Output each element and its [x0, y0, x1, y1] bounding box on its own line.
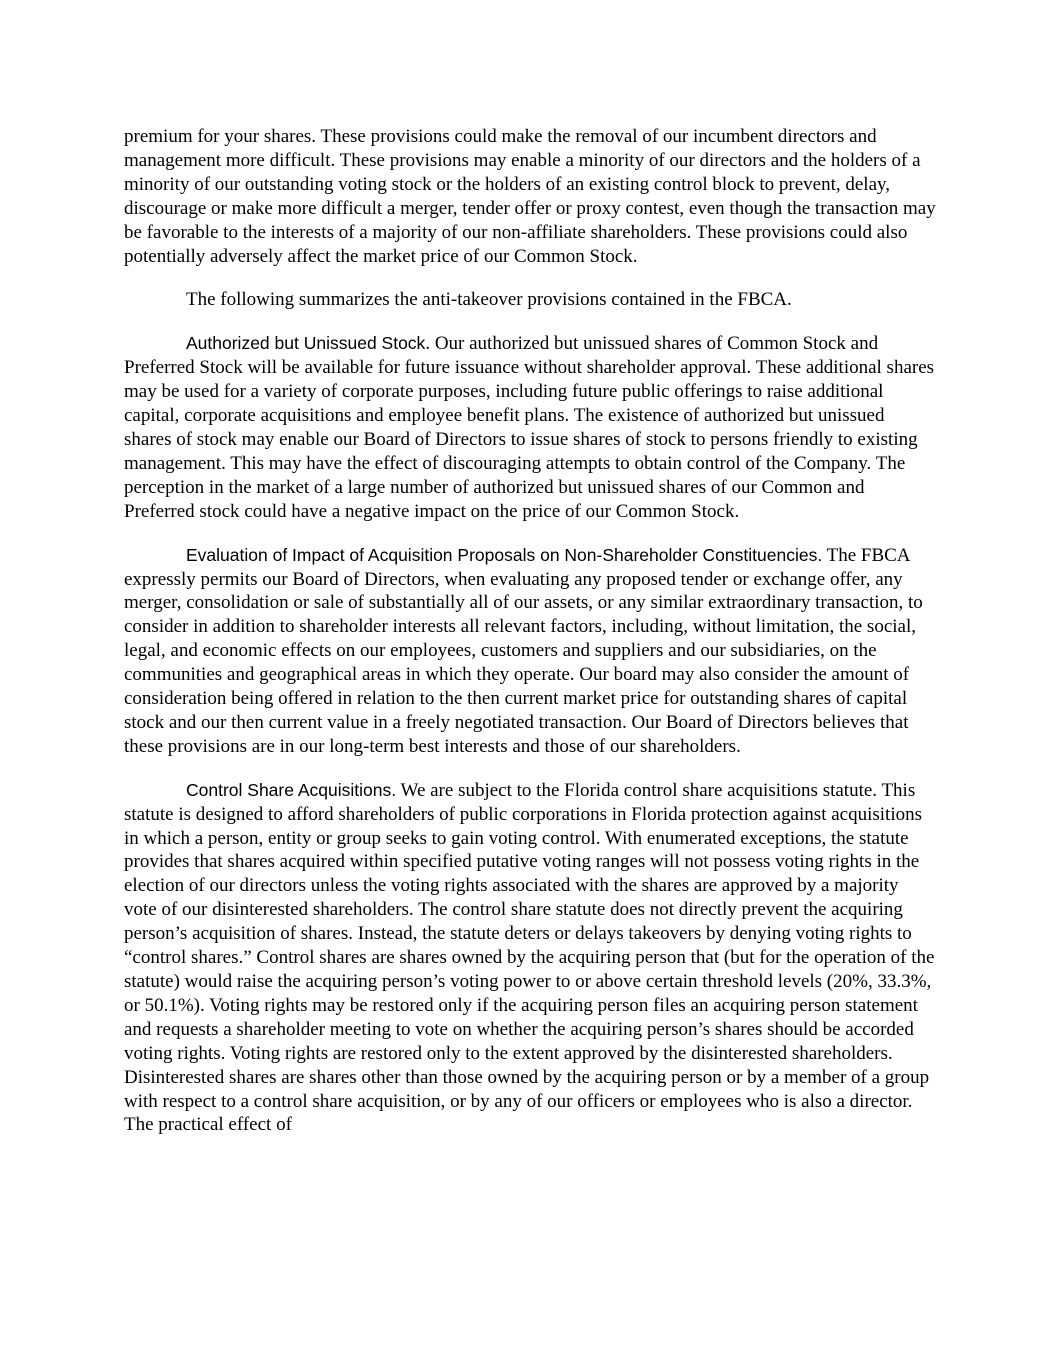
document-page: [124, 125, 936, 1157]
paragraph-control-share: [124, 779, 936, 1138]
subheading-authorized-stock: Authorized but Unissued Stock: [186, 333, 426, 354]
paragraph-non-shareholder-constituencies-body: The FBCA expressly permits our Board of Directors, when evaluating any proposed tender or exchange offer, any merger, consolidation or sale of substantially all of our assets, or any similar extraordinary transaction, to consider in addition to shareholder interests all relevant factors, including, without limitation, the social, legal, and economic effects on our employees, customers and suppliers and our subsidiaries, on the communities and geographical areas in which they operate. Our board may also consider the amount of consideration being offered in relation to the then current market price for outstanding shares of capital stock and our then current value in a freely negotiated transaction. Our Board of Directors believes that these provisions are in our long-term best interests and those of our shareholders.: [124, 544, 923, 757]
paragraph-summary-intro: The following summarizes the anti-takeover provisions contained in the FBCA.: [186, 289, 792, 311]
paragraph-non-shareholder-constituencies: [124, 544, 936, 759]
paragraph-control-share-body: We are subject to the Florida control share acquisitions statute. This statute is designed to afford shareholders of public corporations in Florida protection against acquisitions in which a person, entity or group seeks to gain voting control. With enumerated exceptions, the statute provides that shares acquired within specified putative voting ranges will not possess voting rights in the election of our directors unless the voting rights associated with the shares are approved by a majority vote of our disinterested shareholders. The control share statute does not directly prevent the acquiring person’s acquisition of shares. Instead, the statute deters or delays takeovers by denying voting rights to “control shares.” Control shares are shares owned by the acquiring person that (but for the operation of the statute) would raise the acquiring person’s voting power to or above certain threshold levels (20%, 33.3%, or 50.1%). Voting rights may be restored only if the acquiring person files an acquiring person statement and requests a shareholder meeting to vote on whether the acquiring person’s shares should be accorded voting rights. Voting rights are restored only to the extent approved by the disinterested shareholders. Disinterested shares are shares other than those owned by the acquiring person or by a member of a group with respect to a control share acquisition, or by any of our officers or employees who is also a director. The practical effect of: [124, 779, 935, 1136]
paragraph-premium: premium for your shares. These provisions could make the removal of our incumbent directors and management more difficult. These provisions may enable a minority of our directors and the holders of a minority of our outstanding voting stock or the holders of an existing control block to prevent, delay, discourage or make more difficult a merger, tender offer or proxy contest, even though the transaction may be favorable to the interests of a majority of our non-affiliate shareholders. These provisions could also potentially adversely affect the market price of our Common Stock.: [124, 126, 936, 267]
subheading-non-shareholder-constituencies: Evaluation of Impact of Acquisition Proposals on Non-Shareholder Constituencies.: [186, 544, 823, 565]
paragraph-authorized-stock: [124, 332, 936, 523]
paragraph-authorized-stock-body: . Our authorized but unissued shares of Common Stock and Preferred Stock will be available for future issuance without shareholder approval. These additional shares may be used for a variety of corporate purposes, including future public offerings to raise additional capital, corporate acquisitions and employee benefit plans. The existence of authorized but unissued shares of stock may enable our Board of Directors to issue shares of stock to persons friendly to existing management. This may have the effect of discouraging attempts to obtain control of the Company. The perception in the market of a large number of authorized but unissued shares of our Common and Preferred stock could have a negative impact on the price of our Common Stock.: [124, 333, 935, 522]
subheading-control-share: Control Share Acquisitions.: [186, 779, 397, 800]
